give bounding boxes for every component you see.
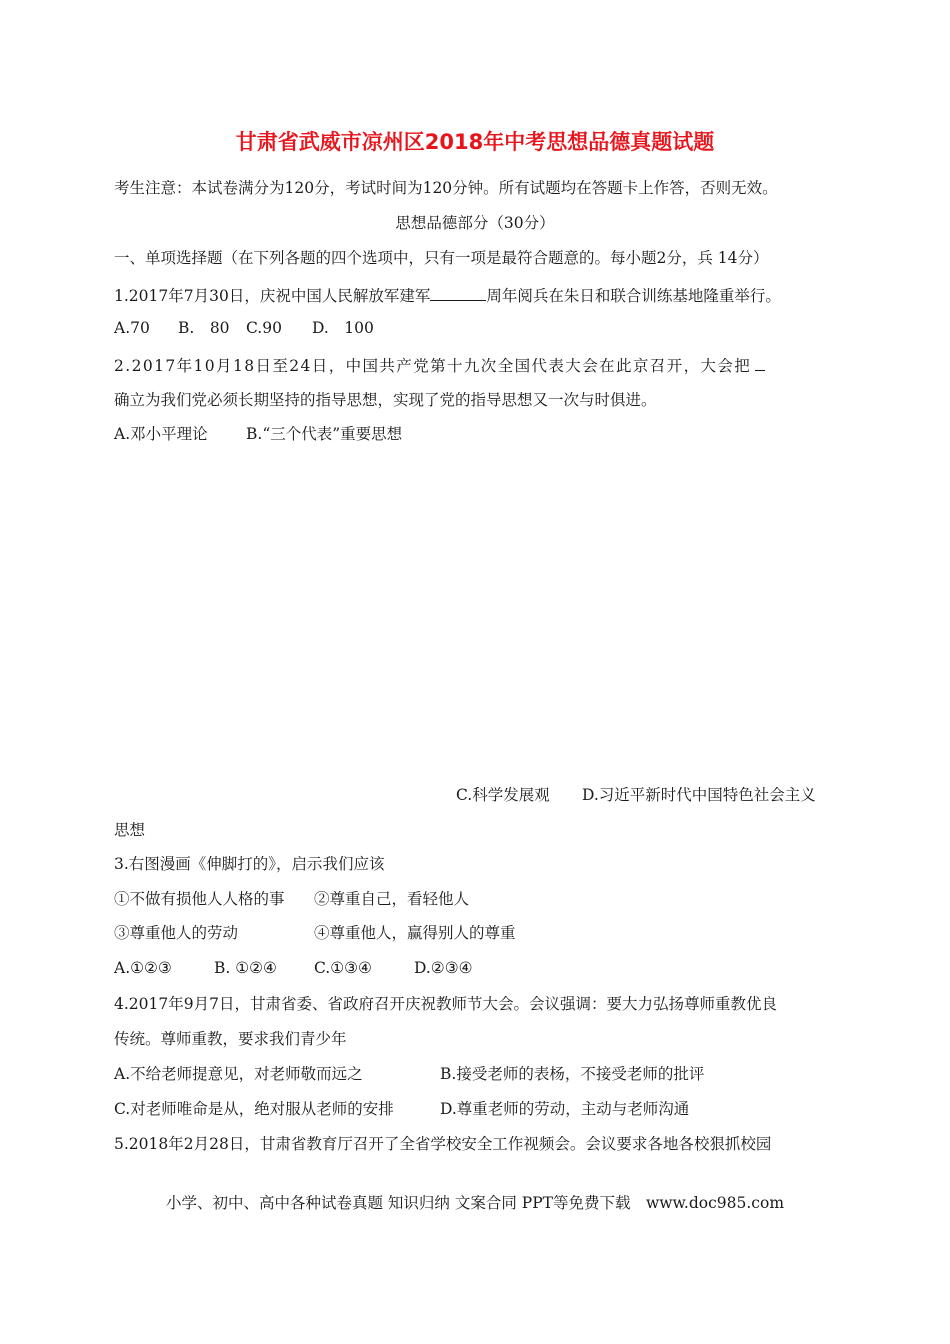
option-b: B.“三个代表”重要思想 — [246, 425, 403, 443]
part-heading: 一、单项选择题（在下列各题的四个选项中，只有一项是最符合题意的。每小题2分，兵 14分） — [114, 249, 769, 267]
option-c: C.①③④ — [314, 959, 372, 977]
question-4-options-cd — [114, 1099, 689, 1119]
option-b: B. 80 — [178, 319, 230, 337]
option-b: B. ①②④ — [214, 959, 277, 977]
question-1-stem — [114, 284, 781, 306]
question-2-options-ab — [114, 424, 402, 444]
question-5-stem-line1: 5.2018年2月28日，甘肃省教育厅召开了全省学校安全工作视频会。会议要求各地各校狠抓校园 — [114, 1135, 772, 1153]
exam-notice: 考生注意：本试卷满分为120分，考试时间为120分钟。所有试题均在答题卡上作答，否则无效。 — [114, 179, 778, 197]
option-d: D.尊重老师的劳动，主动与老师沟通 — [440, 1100, 690, 1118]
question-4-options-ab — [114, 1064, 704, 1084]
question-3-statements-row1 — [114, 889, 469, 909]
option-b: B.接受老师的表杨，不接受老师的批评 — [440, 1065, 705, 1083]
question-2-stem-text: 2.2017年10月18日至24日，中国共产党第十九次全国代表大会在此京召开，大会把 — [114, 357, 752, 375]
option-a: A.70 — [114, 319, 150, 337]
page-footer: 小学、初中、高中各种试卷真题 知识归纳 文案合同 PPT等免费下载 www.doc985.com — [165, 1194, 785, 1212]
question-3-stem: 3.右图漫画《伸脚打的》，启示我们应该 — [114, 855, 385, 873]
question-3-statements-row2 — [114, 923, 516, 943]
question-1-options — [114, 318, 374, 338]
question-2-stem-line1 — [114, 354, 765, 376]
option-d: D.②③④ — [414, 959, 473, 977]
section-title: 思想品德部分（30分） — [395, 214, 555, 232]
option-c: C.对老师唯命是从，绝对服从老师的安排 — [114, 1100, 394, 1118]
question-2-stem-line2: 确立为我们党必须长期坚持的指导思想，实现了党的指导思想又一次与时俱进。 — [114, 391, 657, 409]
answer-blank — [755, 354, 765, 371]
question-4-stem-line1: 4.2017年9月7日，甘肃省委、省政府召开庆祝教师节大会。会议强调：要大力弘扬尊师重教优良 — [114, 995, 777, 1013]
option-c: C.90 — [246, 319, 282, 337]
question-2-options-cd — [456, 785, 816, 805]
option-d: D. 100 — [312, 319, 374, 337]
statement-3: ③尊重他人的劳动 — [114, 924, 239, 942]
option-d: D.习近平新时代中国特色社会主义 — [582, 786, 816, 804]
document-title: 甘肃省武威市凉州区2018年中考思想品德真题试题 — [235, 130, 715, 154]
option-c: C.科学发展观 — [456, 786, 550, 804]
option-a: A.邓小平理论 — [114, 425, 208, 443]
answer-blank — [430, 284, 486, 301]
question-4-stem-line2: 传统。尊师重教，要求我们青少年 — [114, 1030, 347, 1048]
question-1-stem-b: 周年阅兵在朱日和联合训练基地隆重举行。 — [486, 287, 781, 305]
question-1-stem-a: 1.2017年7月30日，庆祝中国人民解放军建军 — [114, 287, 431, 305]
question-2-option-d-continued: 思想 — [114, 821, 146, 839]
statement-2: ②尊重自己，看轻他人 — [314, 890, 470, 908]
statement-4: ④尊重他人，赢得别人的尊重 — [314, 924, 516, 942]
question-3-options — [114, 958, 473, 978]
option-a: A.①②③ — [114, 959, 172, 977]
statement-1: ①不做有损他人人格的事 — [114, 890, 285, 908]
option-a: A.不给老师提意见，对老师敬而远之 — [114, 1065, 363, 1083]
